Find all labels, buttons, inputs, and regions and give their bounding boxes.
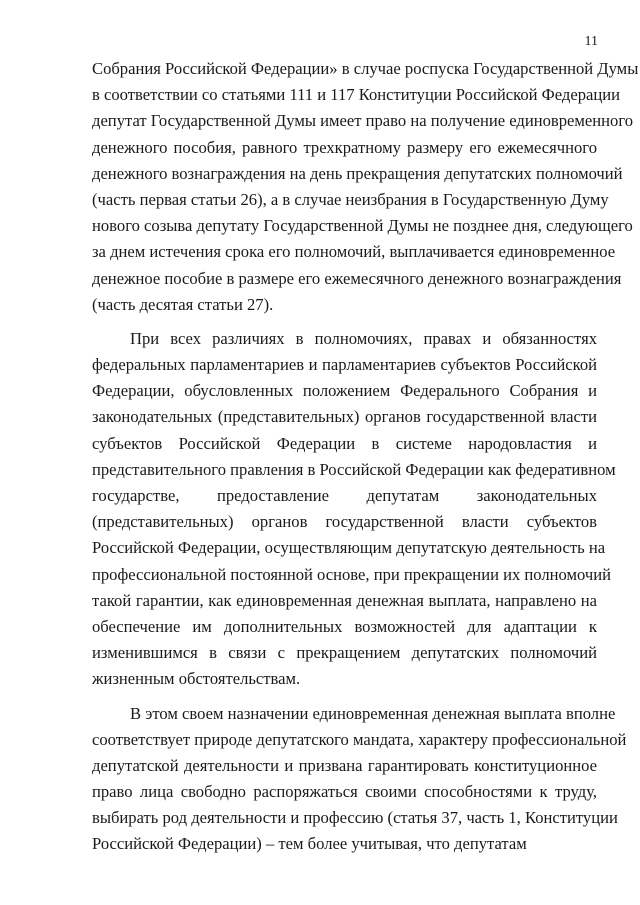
text-line: такой гарантии, как единовременная денежная выплата, направлено на: [92, 590, 597, 610]
paragraph-gap: [92, 693, 597, 701]
text-line: выбирать род деятельности и профессию (статья 37, часть 1, Конституции: [92, 808, 618, 828]
text-line: профессиональной постоянной основе, при прекращении их полномочий: [92, 564, 612, 584]
text-line: жизненным обстоятельствам.: [92, 669, 301, 689]
text-line: нового созыва депутату Государственной Думы не позднее дня, следующего: [92, 216, 633, 236]
text-line: федеральных парламентариев и парламентариев субъектов Российской: [92, 355, 597, 375]
text-line: государстве, предоставление депутатам законодательных: [92, 486, 597, 505]
text-line: Российской Федерации) – тем более учитывая, что депутатам: [92, 834, 527, 854]
text-line: изменившимся в связи с прекращением депутатских полномочий: [92, 643, 597, 663]
text-line: При всех различиях в полномочиях, правах и обязанностях: [130, 328, 597, 348]
paragraph: [92, 701, 627, 858]
text-line: депутат Государственной Думы имеет право на получение единовременного: [92, 111, 634, 131]
text-line: денежного вознаграждения на день прекращения депутатских полномочий: [92, 163, 623, 183]
text-line: денежного пособия, равного трехкратному размеру его ежемесячного: [92, 137, 597, 157]
text-line: Федерации, обусловленных положением Федерального Собрания и: [92, 381, 597, 401]
text-line: законодательных (представительных) органов государственной власти: [92, 407, 597, 427]
text-line: В этом своем назначении единовременная денежная выплата вполне: [130, 703, 616, 723]
text-line: право лица свободно распоряжаться своими способностями к труду,: [92, 782, 597, 802]
paragraph-gap: [92, 318, 597, 326]
text-line: (часть первая статьи 26), а в случае неизбрания в Государственную Думу: [92, 189, 609, 209]
text-line: депутатской деятельности и призвана гарантировать конституционное: [92, 755, 597, 775]
paragraph: [92, 56, 639, 318]
text-line: денежное пособие в размере его ежемесячного денежного вознаграждения: [92, 268, 622, 288]
text-line: Российской Федерации, осуществляющим депутатскую деятельность на: [92, 538, 606, 558]
text-line: субъектов Российской Федерации в системе народовластия и: [92, 433, 597, 453]
document-body: [92, 56, 639, 858]
text-line: Собрания Российской Федерации» в случае роспуска Государственной Думы: [92, 59, 639, 78]
text-line: представительного правления в Российской Федерации как федеративном: [92, 459, 616, 479]
text-line: в соответствии со статьями 111 и 117 Конституции Российской Федерации: [92, 85, 621, 105]
text-line: обеспечение им дополнительных возможностей для адаптации к: [92, 616, 597, 636]
paragraph: [92, 326, 616, 693]
text-line: за днем истечения срока его полномочий, выплачивается единовременное: [92, 242, 616, 262]
text-line: (часть десятая статьи 27).: [92, 294, 274, 314]
text-line: (представительных) органов государственной власти субъектов: [92, 512, 597, 532]
text-line: соответствует природе депутатского мандата, характеру профессиональной: [92, 729, 627, 749]
page-number: 11: [584, 34, 598, 49]
